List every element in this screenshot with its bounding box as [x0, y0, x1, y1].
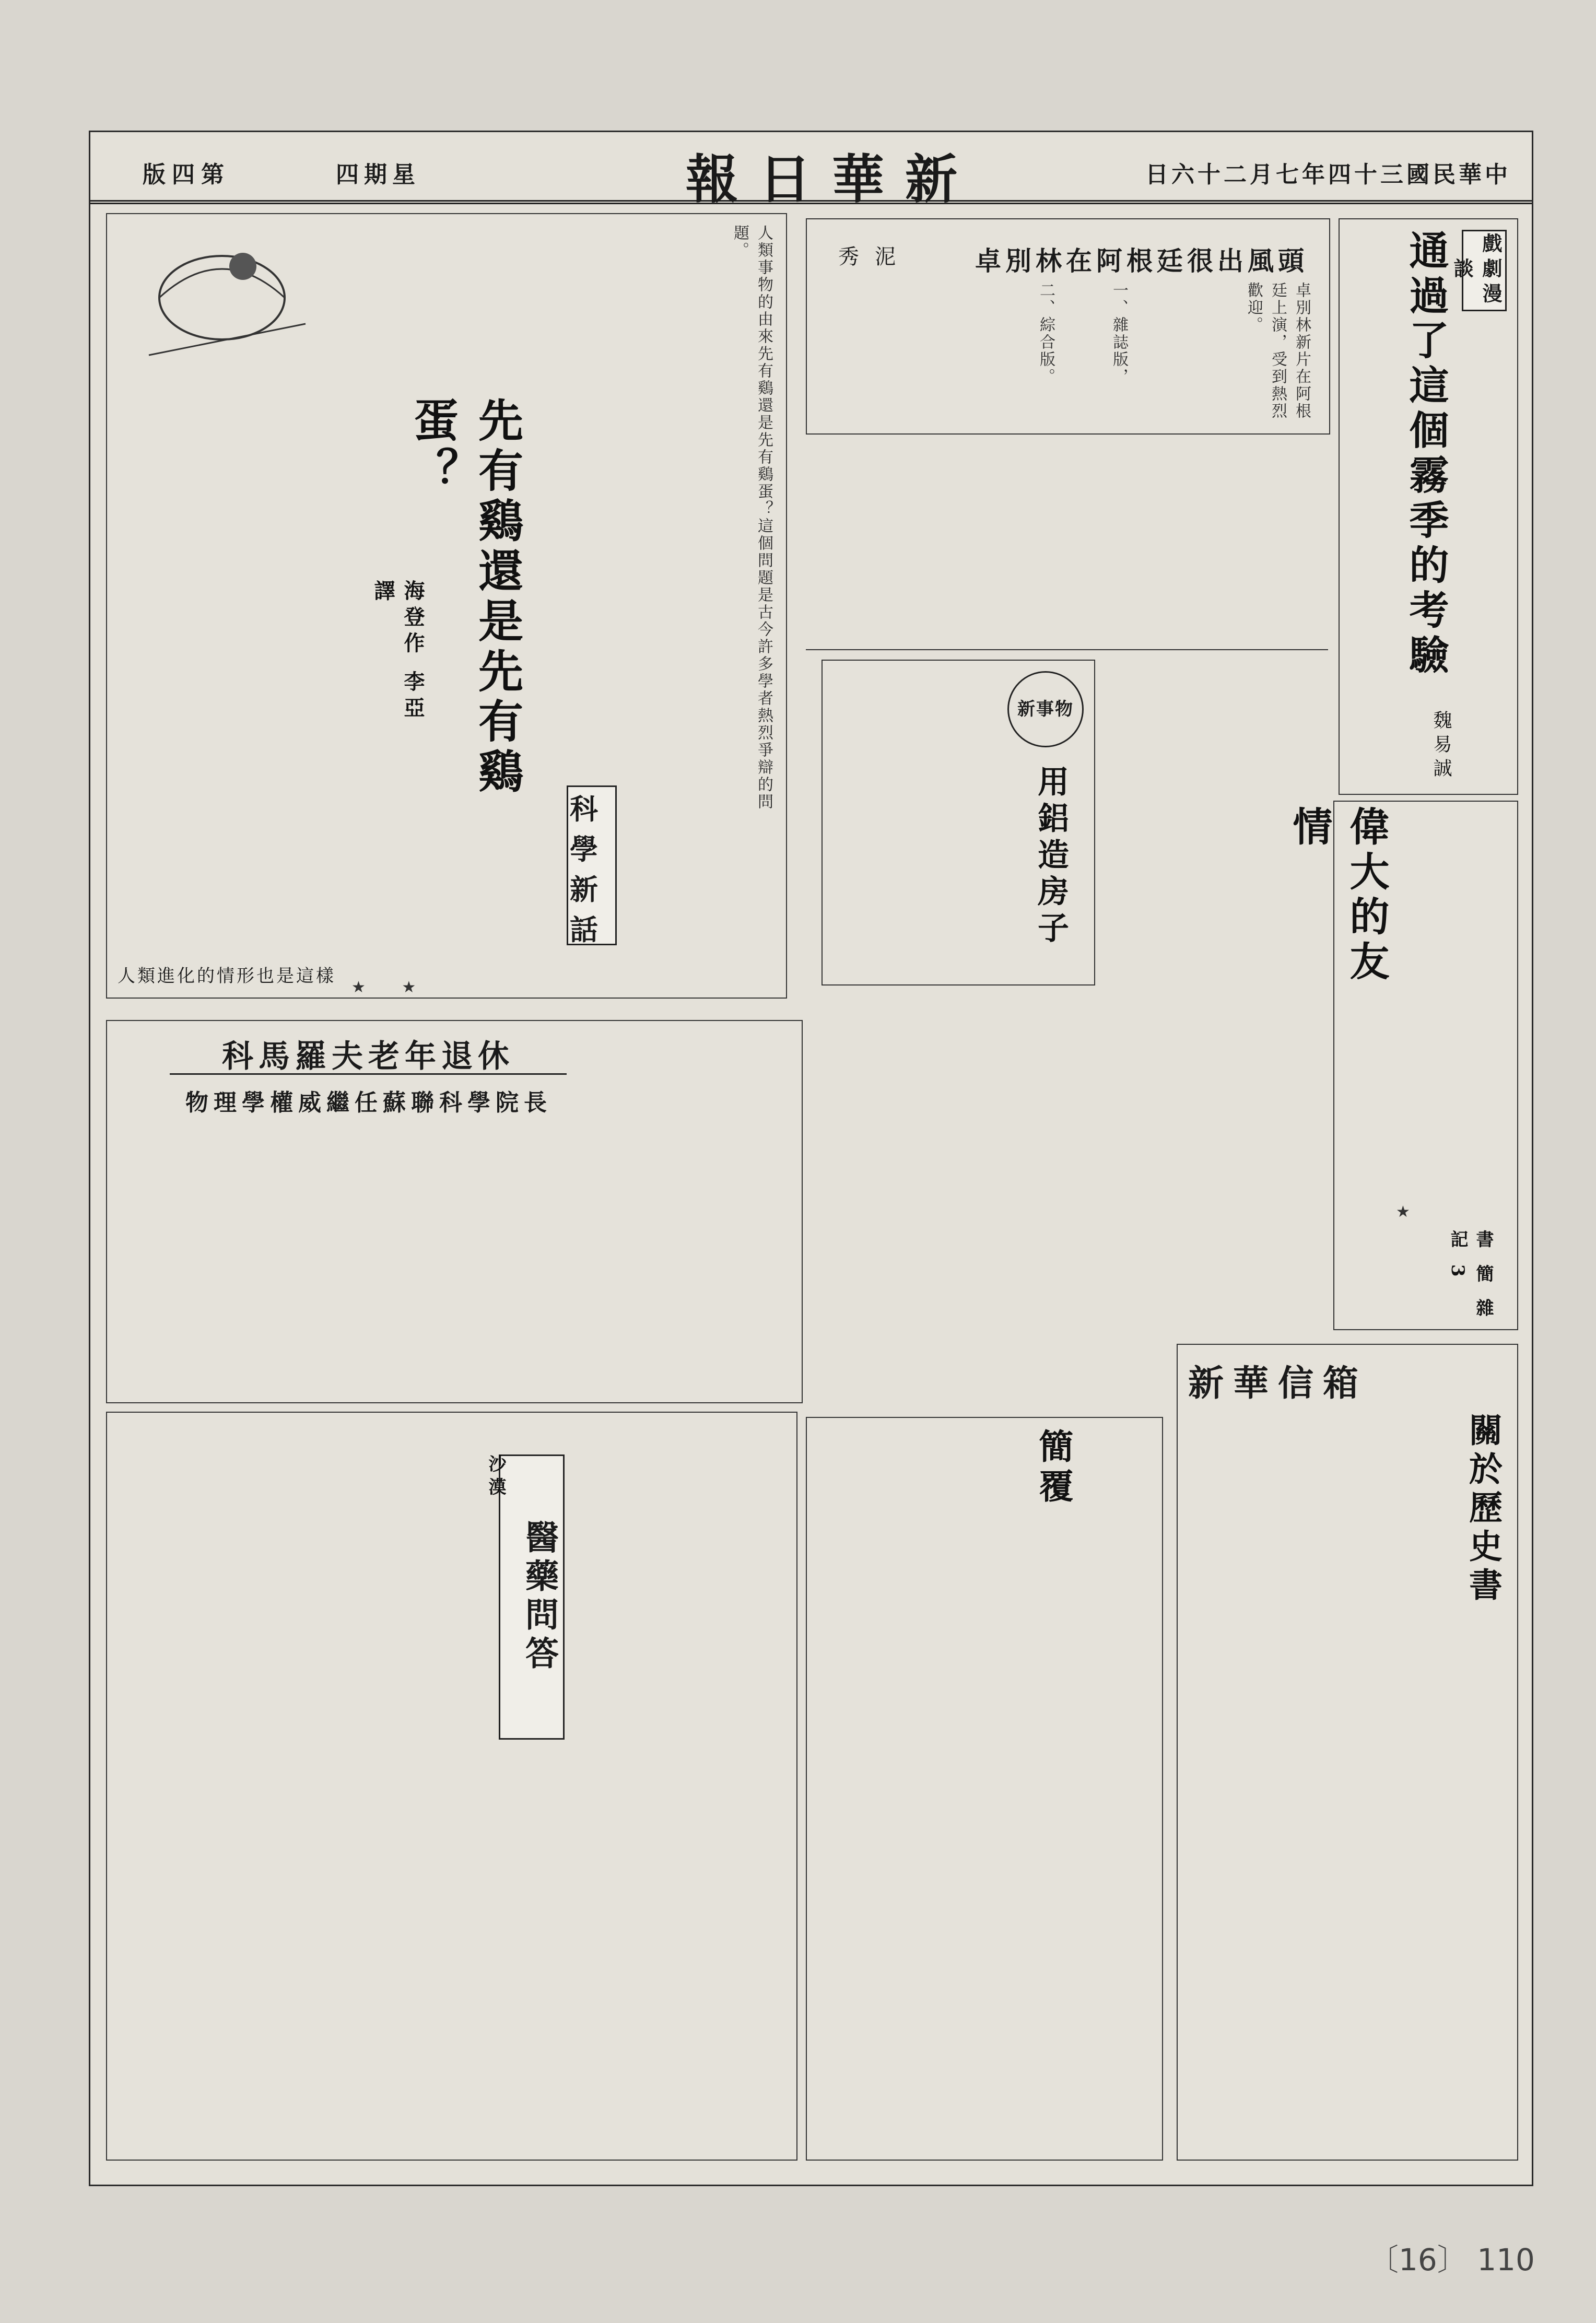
- fog-title: 通過了這個霧季的考驗: [1403, 230, 1449, 679]
- page-number: 版四第: [143, 161, 230, 188]
- article-chicken-egg: [106, 213, 787, 999]
- fog-article-continued: [806, 440, 1328, 650]
- new-things-badge: 新事物: [1007, 671, 1084, 747]
- article-fog-examination: [1339, 218, 1518, 795]
- komarov-subtitle: 物理學權威繼任蘇聯科學院長: [185, 1089, 552, 1116]
- issue-date: 日六十二月七年四十三國民華中: [1145, 161, 1511, 188]
- chicken-egg-title: 先有鷄還是先有鷄蛋？: [406, 397, 523, 798]
- friendship-column-text: [1109, 994, 1516, 1333]
- medical-body: [118, 1423, 462, 2144]
- divider-stars: ★ ★: [351, 978, 432, 996]
- medical-text: 沙漠: [485, 1454, 506, 1500]
- chaplin-item-1: 卓別林新片在阿根廷上演，受到熱烈歡迎。: [1245, 282, 1311, 420]
- chaplin-item-2: 一、雜誌版，: [1110, 282, 1128, 385]
- friendship-byline: 書 簡 雜 記 3: [1447, 1230, 1494, 1322]
- article-simple-reply: [806, 1417, 1163, 2161]
- chaplin-item-3: 二、綜合版。: [1037, 282, 1055, 385]
- komarov-body-right: [655, 1031, 791, 1387]
- komarov-body: [118, 1125, 640, 1387]
- newspaper-title: 報日華新: [686, 148, 978, 210]
- chicken-egg-footer: 人類進化的情形也是這樣: [118, 966, 336, 987]
- simple-reply-body: [817, 1428, 1058, 2149]
- science-news-label: 科學新話: [567, 785, 617, 945]
- newspaper-page: [89, 131, 1533, 2186]
- medical-body-right: [577, 1423, 786, 2144]
- masthead: [90, 132, 1532, 210]
- divider-stars-right: ★: [1396, 1203, 1426, 1221]
- mailbox-subtitle: 關於歷史書: [1463, 1413, 1503, 1606]
- mailbox-body: [1188, 1413, 1449, 2144]
- article-komarov: [106, 1020, 803, 1403]
- weekday: 四期星: [336, 161, 420, 188]
- chaplin-column: 秀泥: [838, 245, 911, 269]
- mailbox-title: 新華信箱: [1188, 1363, 1368, 1404]
- chicken-egg-body-left: [118, 381, 353, 904]
- chaplin-title: 卓別林在阿根廷很出風頭: [975, 245, 1308, 276]
- chick-egg-illustration: [118, 219, 337, 376]
- chicken-egg-body: 人類事物的由來先有鷄還是先有鷄蛋？這個問題是古今許多學者熱烈爭辯的問題。: [731, 225, 773, 811]
- aluminum-body: [833, 671, 1000, 974]
- article-chaplin: [806, 218, 1330, 435]
- medical-qa-title: 醫藥問答: [499, 1454, 565, 1740]
- middle-column-text: [811, 994, 1104, 1401]
- komarov-title: 科馬羅夫老年退休: [170, 1031, 567, 1075]
- simple-reply-title: 簡覆: [1033, 1428, 1074, 1508]
- fog-body: [1350, 230, 1402, 778]
- article-aluminum-houses: [822, 660, 1095, 985]
- chicken-egg-byline: 海登作 李亞譯: [371, 580, 425, 723]
- aluminum-title: 用鋁造房子: [1032, 765, 1069, 948]
- fog-byline: 魏易誠: [1430, 710, 1452, 782]
- article-medical-qa: [106, 1412, 797, 2161]
- friendship-title: 偉大的友情: [1286, 806, 1390, 985]
- article-mailbox: [1177, 1344, 1518, 2161]
- drama-kicker: 戲劇漫談: [1462, 230, 1507, 311]
- archive-page-number: 〔16〕 110: [1368, 2242, 1535, 2278]
